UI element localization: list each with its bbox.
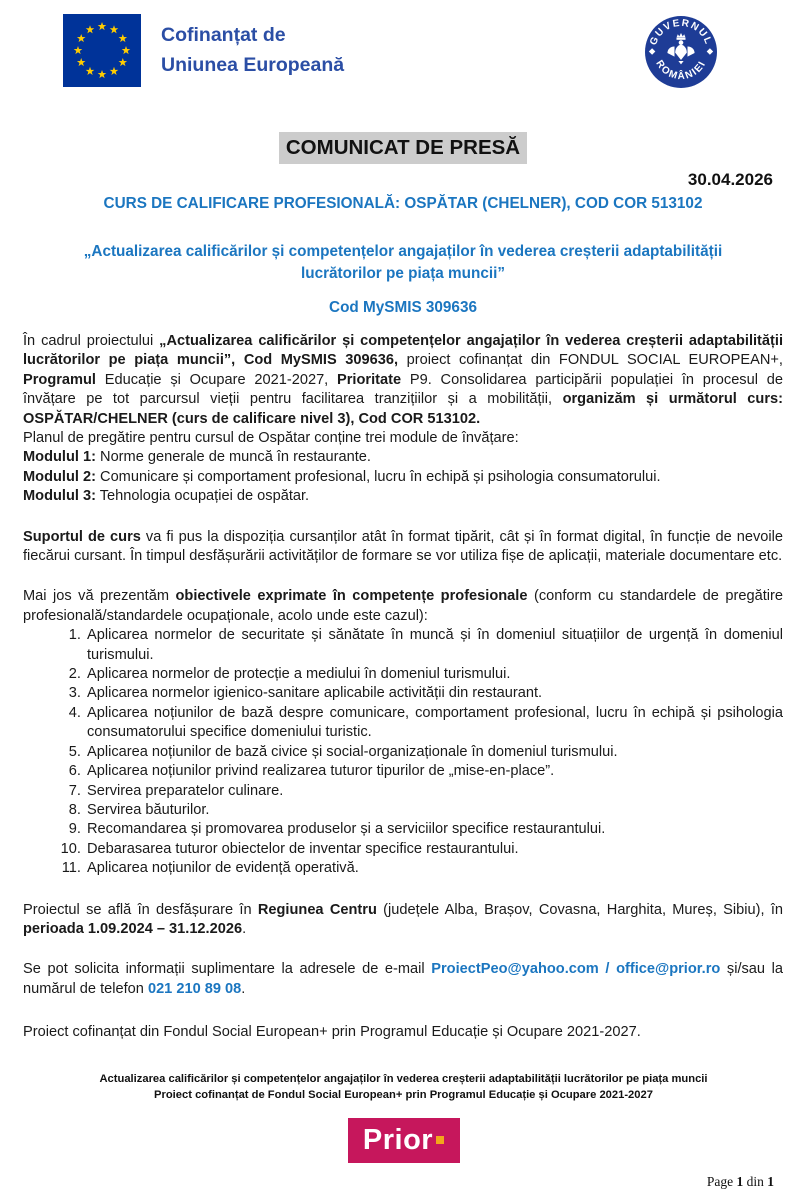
objective-item: 3. Aplicarea normelor igienico-sanitare aplicabile activității din restaurant. — [85, 684, 783, 703]
eu-flag-icon — [63, 14, 141, 87]
objective-item: 7. Servirea preparatelor culinare. — [85, 782, 783, 801]
contact-post: . — [241, 980, 246, 997]
eu-label-line1: Cofinanțat de — [161, 24, 286, 46]
module-line — [23, 468, 783, 487]
email-link-proiectpeo[interactable]: ProiectPeo@yahoo.com — [431, 961, 599, 978]
prior-logo-text: Prior — [362, 1124, 434, 1157]
document-date: 30.04.2026 — [687, 170, 773, 190]
module-text: Tehnologia ocupației de ospătar. — [95, 488, 310, 505]
mysmis-code: Cod MySMIS 309636 — [329, 298, 477, 316]
gov-seal-bottom-text: ROMÂNIEI — [653, 58, 709, 83]
region-pre: Proiectul se află în desfășurare în — [23, 901, 258, 918]
intro-run: Educație și Ocupare 2021-2027, — [95, 371, 338, 388]
module-label: Modulul 3: — [23, 488, 96, 505]
intro-run-bold: Programul — [23, 371, 96, 388]
module-line — [23, 487, 783, 506]
eu-cofunded-label — [161, 14, 344, 80]
objective-item: 4. Aplicarea noțiunilor de bază despre comunicare, comportament profesional, lucru în echipă și psihologia consumatorului specifice domeniului turistic. — [85, 704, 783, 743]
objective-item: 8. Servirea băuturilor. — [85, 801, 783, 820]
page-number-current: 1 — [736, 1174, 744, 1189]
page-number-total: 1 — [767, 1174, 774, 1189]
eu-cofunded-logo — [63, 14, 344, 87]
objective-item: 10. Debarasarea tuturor obiectelor de inventar specifice restaurantului. — [85, 840, 783, 859]
document-header — [0, 0, 807, 90]
intro-paragraph — [23, 332, 783, 429]
prior-logo-dot — [436, 1136, 444, 1144]
module-line — [23, 448, 783, 467]
objective-item: 2. Aplicarea normelor de protecție a mediului în domeniul turismului. — [85, 665, 783, 684]
objectives-list — [23, 626, 783, 878]
phone-link[interactable]: 021 210 89 08 — [147, 980, 242, 997]
intro-run: P9. Consolidarea participării populației în procesul de învățare pe tot parcursul vieții pentru facilitarea tranzițiilor și a mobilității, — [23, 371, 783, 408]
module-text: Norme generale de muncă în restaurante. — [95, 449, 371, 466]
page-number — [707, 1173, 774, 1191]
contact-separator: / — [598, 961, 617, 978]
page-number-prefix: Page — [706, 1174, 737, 1189]
module-text: Comunicare și comportament profesional, lucru în echipă și psihologia consumatorului. — [95, 468, 661, 485]
module-label: Modulul 2: — [23, 468, 96, 485]
objective-item: 9. Recomandarea și promovarea produselor și a serviciilor specifice restaurantului. — [85, 820, 783, 839]
contact-pre: Se pot solicita informații suplimentare la adresele de e-mail — [23, 961, 432, 978]
support-paragraph — [23, 528, 783, 567]
footer-note — [0, 1072, 807, 1104]
project-title: „Actualizarea calificărilor și competențelor angajaților în vederea creșterii adaptabilității lucrătorilor pe piața muncii” — [83, 243, 723, 282]
objective-item: 1. Aplicarea normelor de securitate și sănătate în muncă și în domeniul situațiilor de urgență în domeniul turismului. — [85, 626, 783, 665]
objective-item: 6. Aplicarea noțiunilor privind realizarea tuturor tipurilor de „mise-en-place”. — [85, 762, 783, 781]
closing-paragraph: Proiect cofinanțat din Fondul Social European+ prin Programul Educație și Ocupare 2021-2027. — [23, 1024, 641, 1041]
prior-logo — [348, 1118, 460, 1163]
email-link-office-prior[interactable]: office@prior.ro — [616, 961, 721, 978]
region-name: Regiunea Centru — [257, 901, 377, 918]
eu-label-line2: Uniunea Europeană — [161, 54, 345, 77]
press-release-title-row — [23, 132, 783, 164]
press-release-title: COMUNICAT DE PRESĂ — [279, 132, 527, 164]
region-mid: (județele Alba, Brașov, Covasna, Harghita, Mureș, Sibiu), în — [376, 901, 783, 918]
module-label: Modulul 1: — [23, 449, 96, 466]
intro-run-bold: organizăm și următorul curs: OSPĂTAR/CHELNER (curs de calificare nivel 3), Cod COR 513102. — [23, 391, 783, 427]
objective-item: 11. Aplicarea noțiunilor de evidență operativă. — [85, 859, 783, 878]
support-bold: Suportul de curs — [23, 528, 141, 545]
modules-section — [23, 429, 783, 507]
footer-line1: Actualizarea calificărilor și competențelor angajaților în vederea creșterii adaptabilității lucrătorilor pe piața muncii — [99, 1073, 708, 1085]
intro-run: proiect cofinanțat din FONDUL SOCIAL EUROPEAN+, — [398, 352, 783, 369]
page-number-mid: din — [743, 1174, 768, 1189]
gov-seal-top-text: GUVERNUL — [648, 17, 714, 47]
contact-mid: și/sau la numărul de telefon — [23, 961, 784, 997]
objectives-lead-post: (conform cu standardele de pregătire profesională/standardele ocupaționale, acolo unde este cazul): — [23, 588, 783, 624]
support-rest: va fi pus la dispoziția cursanților atât în format tipărit, cât și în format digital, în funcție de nevoile fiecărui cursant. În timpul desfășurării activităților de formare se vor utiliza fișe de aplicații, materiale documentare etc. — [23, 528, 784, 565]
footer-line2: Proiect cofinanțat de Fondul Social European+ prin Programul Educație și Ocupare 2021-2027 — [154, 1088, 653, 1101]
objectives-lead-bold: obiectivele exprimate în competențe profesionale — [175, 588, 528, 605]
document-body — [0, 132, 807, 1043]
objectives-section — [23, 587, 783, 878]
intro-run: În cadrul proiectului — [23, 332, 160, 349]
contact-paragraph — [23, 960, 783, 999]
document-footer — [0, 1072, 807, 1200]
objective-item: 5. Aplicarea noțiunilor de bază civice și social-organizaționale în domeniul turismului. — [85, 743, 783, 762]
project-period: perioada 1.09.2024 – 31.12.2026 — [23, 920, 243, 937]
region-paragraph — [23, 901, 783, 940]
intro-run-bold: „Actualizarea calificărilor și competențelor angajaților în vederea creșterii adaptabilității lucrătorilor pe piața muncii”, Cod MySMIS 309636, — [23, 332, 783, 369]
region-post: . — [242, 920, 247, 937]
objectives-lead-pre: Mai jos vă prezentăm — [23, 588, 176, 605]
modules-lead: Planul de pregătire pentru cursul de Ospătar conține trei module de învățare: — [23, 430, 519, 447]
course-heading: CURS DE CALIFICARE PROFESIONALĂ: OSPĂTAR (CHELNER), COD COR 513102 — [103, 194, 703, 212]
gov-romania-seal-icon — [643, 14, 719, 90]
intro-run-bold: Prioritate — [337, 371, 402, 388]
objectives-lead — [23, 587, 783, 626]
